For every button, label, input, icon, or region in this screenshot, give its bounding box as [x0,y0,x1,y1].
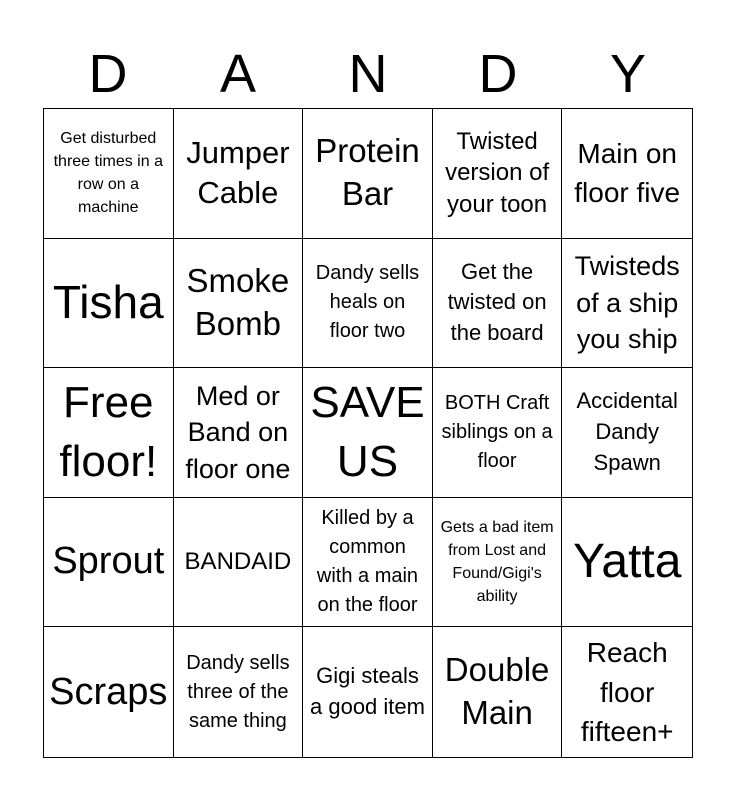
bingo-cell[interactable]: Main on floor five [562,109,692,239]
bingo-cell[interactable]: Smoke Bomb [174,239,304,369]
bingo-cell[interactable]: BOTH Craft siblings on a floor [433,368,563,498]
bingo-cell[interactable]: BANDAID [174,498,304,628]
bingo-cell[interactable]: Gets a bad item from Lost and Found/Gigi's ability [433,498,563,628]
bingo-cell[interactable]: Get the twisted on the board [433,239,563,369]
header-letter-y: Y [609,44,647,104]
bingo-cell[interactable]: Killed by a common with a main on the floor [303,498,433,628]
bingo-cell[interactable]: Tisha [44,239,174,369]
bingo-cell[interactable]: Twisted version of your toon [433,109,563,239]
bingo-cell[interactable]: Gigi steals a good item [303,627,433,757]
bingo-cell[interactable]: SAVE US [303,368,433,498]
bingo-cell[interactable]: Yatta [562,498,692,628]
bingo-cell[interactable]: Twisteds of a ship you ship [562,239,692,369]
header-letter-d2: D [478,44,518,104]
bingo-header [43,40,693,108]
header-letter-d: D [88,44,128,104]
header-letter-a: A [219,44,257,104]
bingo-cell[interactable]: Sprout [44,498,174,628]
bingo-cell[interactable]: Reach floor fifteen+ [580,637,674,747]
bingo-board [43,108,693,758]
bingo-cell[interactable]: Dandy sells heals on floor two [303,239,433,369]
header-letter-n: N [348,44,388,104]
bingo-cell[interactable]: Jumper Cable [174,109,304,239]
bingo-cell[interactable]: Free floor! [44,368,174,498]
bingo-cell[interactable]: Med or Band on floor one [174,368,304,498]
bingo-cell[interactable]: Protein Bar [303,109,433,239]
bingo-cell[interactable]: Double Main [433,627,563,757]
bingo-cell[interactable]: Scraps [44,627,174,757]
bingo-cell[interactable]: Accidental Dandy Spawn [562,368,692,498]
bingo-cell[interactable]: Get disturbed three times in a row on a machine [44,109,174,239]
bingo-cell[interactable]: Dandy sells three of the same thing [174,627,304,757]
